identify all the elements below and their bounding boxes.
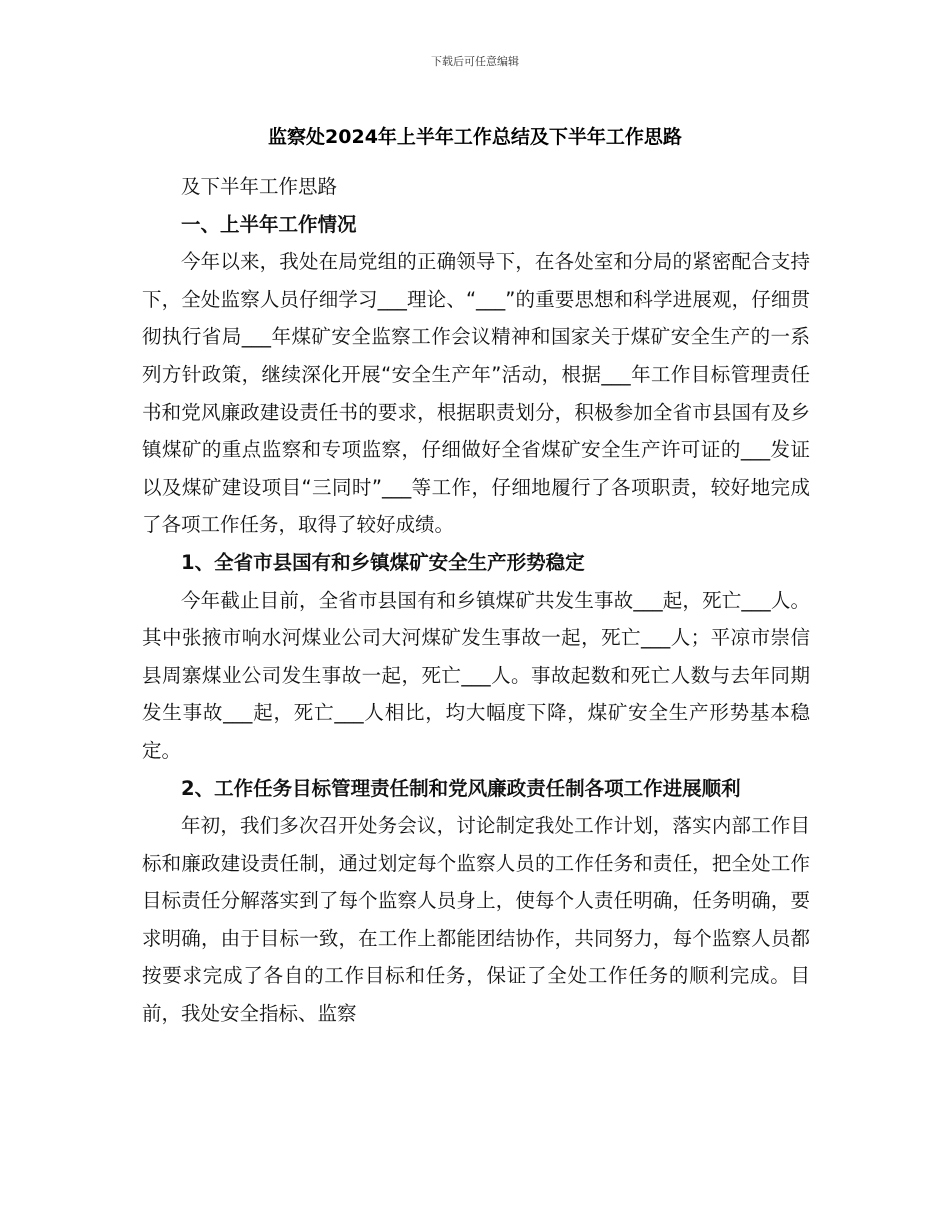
subtitle-line: 及下半年工作思路 — [181, 175, 338, 198]
paragraph-1: 今年以来，我处在局党组的正确领导下，在各处室和分局的紧密配合支持下，全处监察人员仔细学习___理论、“___”的重要思想和科学进展观，仔细贯彻执行省局___年煤矿安全监察工作会议精神和国家关于煤矿安全生产的一系列方针政策，继续深化开展“安全生产年”活动，根据___年工作目标管理责任书和党风廉政建设责任书的要求，根据职责划分，积极参加全省市县国有及乡镇煤矿的重点监察和专项监察，仔细做好全省煤矿安全生产许可证的___发证以及煤矿建设项目“三同时”___等工作，仔细地履行了各项职责，较好地完成了各项工作任务，取得了较好成绩。 — [142, 250, 810, 537]
document-body — [142, 168, 810, 1033]
section-heading-2: 1、全省市县国有和乡镇煤矿安全生产形势稳定 — [181, 550, 585, 574]
paragraph-3: 年初，我们多次召开处务会议，讨论制定我处工作计划，落实内部工作目标和廉政建设责任制，通过划定每个监察人员的工作任务和责任，把全处工作目标责任分解落实到了每个监察人员身上，使每个人责任明确，任务明确，要求明确，由于目标一致，在工作上都能团结协作，共同努力，每个监察人员都按要求完成了各自的工作目标和任务，保证了全处工作任务的顺利完成。目前，我处安全指标、监察 — [142, 814, 810, 1026]
document-title: 监察处2024年上半年工作总结及下半年工作思路 — [268, 126, 682, 148]
section-heading-1: 一、上半年工作情况 — [181, 212, 357, 236]
section-heading-3: 2、工作任务目标管理责任制和党风廉政责任制各项工作进展顺利 — [181, 776, 741, 800]
paragraph-2: 今年截止目前，全省市县国有和乡镇煤矿共发生事故___起，死亡___人。其中张掖市响水河煤业公司大河煤矿发生事故一起，死亡___人；平凉市崇信县周寨煤业公司发生事故一起，死亡___人。事故起数和死亡人数与去年同期发生事故___起，死亡___人相比，均大幅度下降，煤矿安全生产形势基本稳定。 — [142, 588, 810, 762]
header-note: 下载后可任意编辑 — [431, 55, 519, 68]
